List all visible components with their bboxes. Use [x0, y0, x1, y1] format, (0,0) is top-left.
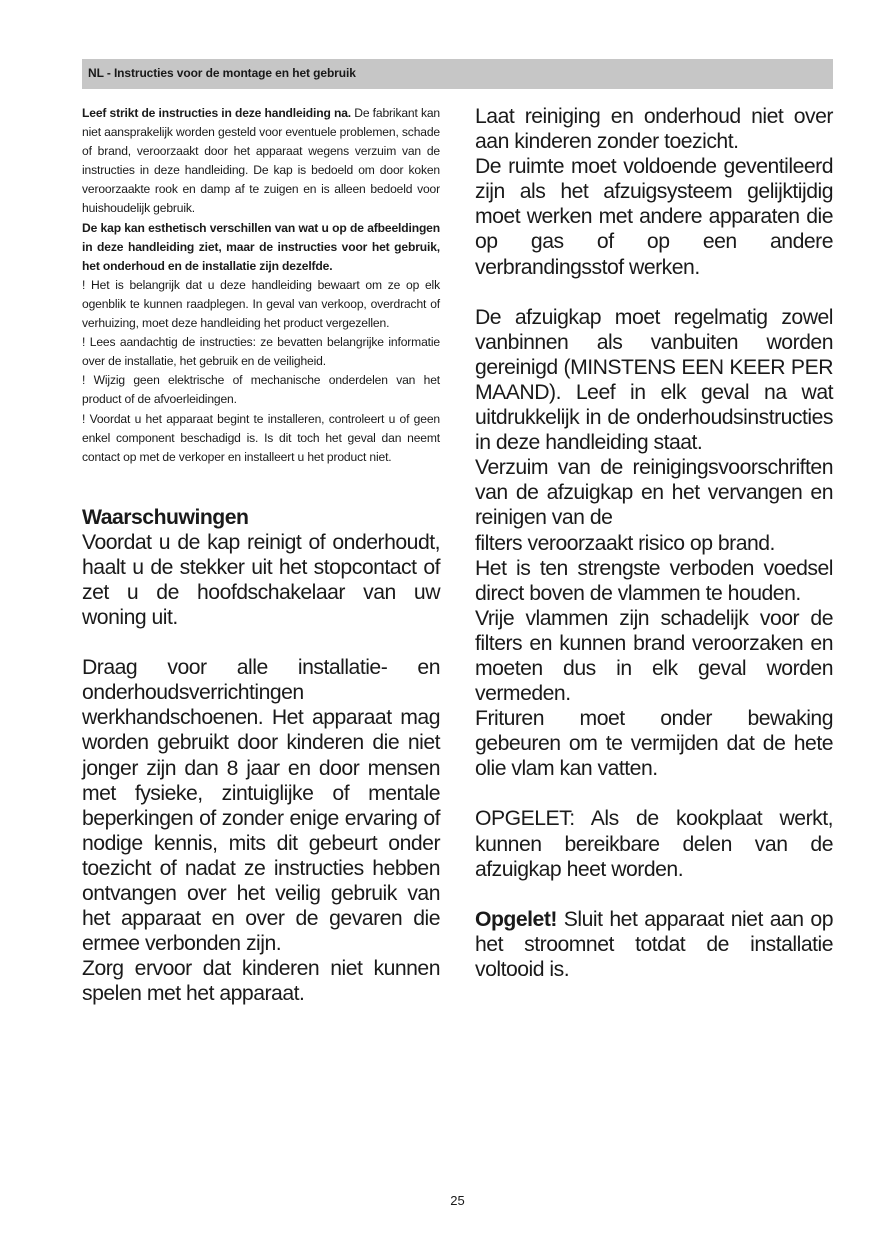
warning-paragraph: Draag voor alle installatie- en onderhoudsverrichtingen werkhandschoenen. Het apparaat mag worden gebruikt door kinderen die niet jonger zijn dan 8 jaar en door mensen met fysieke, zintuiglijke of mentale beperkingen of zonder enige ervaring of nodige kennis, mits dit gebeurt onder toezicht of nadat ze instructies hebben ontvangen over het veilig gebruik van het apparaat en over de gevaren die ermee verbonden zijn.: [82, 656, 440, 956]
warning-paragraph: Voordat u de kap reinigt of onderhoudt, haalt u de stekker uit het stopcontact of zet u de hoofdschakelaar van uw woning uit.: [82, 530, 440, 630]
caution-label: Opgelet!: [475, 907, 557, 931]
body-paragraph: De ruimte moet voldoende geventileerd zijn als het afzuigsysteem gelijktijdig moet werken met andere apparaten die op gas of op een andere verbrandingsstof werken.: [475, 155, 833, 279]
note-item: ! Wijzig geen elektrische of mechanische onderdelen van het product of de afvoerleidingen.: [82, 373, 440, 407]
body-paragraph: Frituren moet onder bewaking gebeuren om te vermijden dat de hete olie vlam kan vatten.: [475, 707, 833, 781]
caution-paragraph: [475, 907, 833, 982]
body-paragraph: Het is ten strengste verboden voedsel direct boven de vlammen te houden.: [475, 556, 833, 605]
intro-paragraph: [82, 104, 440, 219]
section-header-title: NL - Instructies voor de montage en het gebruik: [88, 66, 356, 80]
note-item: ! Lees aandachtig de instructies: ze bevatten belangrijke informatie over de installatie, het gebruik en de veiligheid.: [82, 335, 440, 369]
note-item: ! Voordat u het apparaat begint te installeren, controleert u of geen enkel component beschadigd is. Is dit toch het geval dan neemt contact op met de verkoper en installeert u het product niet.: [82, 411, 440, 464]
section-header: [82, 59, 833, 89]
intro-bold-lead: Leef strikt de instructies in deze handleiding na.: [82, 106, 351, 120]
body-paragraph: Vrije vlammen zijn schadelijk voor de filters en kunnen brand veroorzaken en moeten dus in elk geval worden vermeden.: [475, 606, 833, 706]
esthetic-note: De kap kan esthetisch verschillen van wat u op de afbeeldingen in deze handleiding ziet, maar de instructies voor het gebruik, het onderhoud en de installatie zijn dezelfde.: [82, 220, 440, 273]
intro-text: De fabrikant kan niet aansprakelijk worden gesteld voor eventuele problemen, schade of brand, veroorzaakt door het apparaat wegens verzuim van de instructies in deze handleiding. De kap is bedoeld om door koken veroorzaakte rook en damp af te zuigen en is alleen bedoeld voor huishoudelijk gebruik.: [82, 106, 441, 216]
page-number: 25: [450, 1193, 465, 1208]
warning-paragraph: Zorg ervoor dat kinderen niet kunnen spelen met het apparaat.: [82, 957, 440, 1006]
warnings-heading: Waarschuwingen: [82, 505, 249, 529]
body-paragraph: De afzuigkap moet regelmatig zowel vanbinnen als vanbuiten worden gereinigd (MINSTENS EEN KEER PER MAAND). Leef in elk geval na wat uitdrukkelijk in de onderhoudsinstructies in deze handleiding staat.: [475, 305, 833, 455]
caution-text: Sluit het apparaat niet aan op het stroomnet totdat de installatie voltooid is.: [475, 907, 833, 981]
body-paragraph: OPGELET: Als de kookplaat werkt, kunnen bereikbare delen van de afzuigkap heet worden.: [475, 807, 833, 881]
intro-block: [82, 104, 440, 467]
right-column: [475, 104, 833, 982]
body-paragraph: Laat reiniging en onderhoud niet over aan kinderen zonder toezicht.: [475, 105, 833, 154]
warnings-block: [82, 530, 440, 1007]
note-item: ! Het is belangrijk dat u deze handleiding bewaart om ze op elk ogenblik te kunnen raadplegen. In geval van verkoop, overdracht of verhuizing, moet deze handleiding het product vergezellen.: [82, 277, 440, 331]
left-column: [82, 104, 440, 1006]
body-paragraph: Verzuim van de reinigingsvoorschriften van de afzuigkap en het vervangen en reinigen van de: [475, 456, 833, 530]
body-paragraph: filters veroorzaakt risico op brand.: [475, 531, 775, 555]
